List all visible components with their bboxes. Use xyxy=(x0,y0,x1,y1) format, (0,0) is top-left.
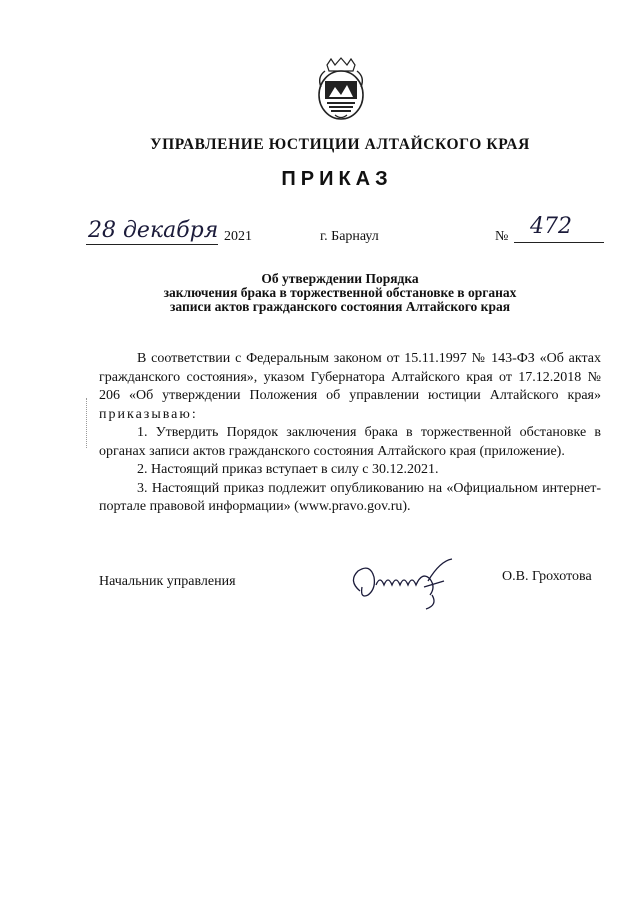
handwritten-number: 472 xyxy=(530,214,572,239)
handwritten-signature xyxy=(340,551,470,611)
order-word: приказываю: xyxy=(99,406,198,422)
signatory-position: Начальник управления xyxy=(99,574,236,589)
document-year: 2021 xyxy=(224,229,252,244)
date-underline xyxy=(86,244,218,245)
number-sign: № xyxy=(495,229,509,244)
document-title xyxy=(120,272,560,314)
order-item-3: 3. Настоящий приказ подлежит опубликованию на «Официальном интернет-портале правовой информации» (www.pravo.gov.ru). xyxy=(99,480,601,514)
title-line-2: заключения брака в торжественной обстановке в органах xyxy=(163,285,517,300)
preamble-text: В соответствии с Федеральным законом от 15.11.1997 № 143-ФЗ «Об актах гражданского состояния», указом Губернатора Алтайского края от 17.12.2018 № 206 «Об утверждении Положения об управлении юстиции Алтайского края» xyxy=(99,351,601,403)
title-line-3: записи актов гражданского состояния Алтайского края xyxy=(169,299,511,314)
title-line-1: Об утверждении Порядка xyxy=(261,271,419,286)
signatory-name: О.В. Грохотова xyxy=(502,569,592,584)
handwritten-date: 28 декабря xyxy=(88,218,219,243)
document-type: ПРИКАЗ xyxy=(281,168,393,190)
number-underline xyxy=(514,242,604,243)
organization-name: УПРАВЛЕНИЕ ЮСТИЦИИ АЛТАЙСКОГО КРАЯ xyxy=(150,136,530,153)
coat-of-arms-icon xyxy=(313,57,369,123)
margin-mark xyxy=(86,398,95,448)
order-item-2: 2. Настоящий приказ вступает в силу с 30.12.2021. xyxy=(137,462,439,477)
preamble-paragraph xyxy=(99,350,601,424)
document-city: г. Барнаул xyxy=(320,229,379,244)
order-item-1: 1. Утвердить Порядок заключения брака в торжественной обстановке в органах записи актов гражданского состояния Алтайского края (приложение). xyxy=(99,425,601,459)
document-body xyxy=(99,350,601,517)
